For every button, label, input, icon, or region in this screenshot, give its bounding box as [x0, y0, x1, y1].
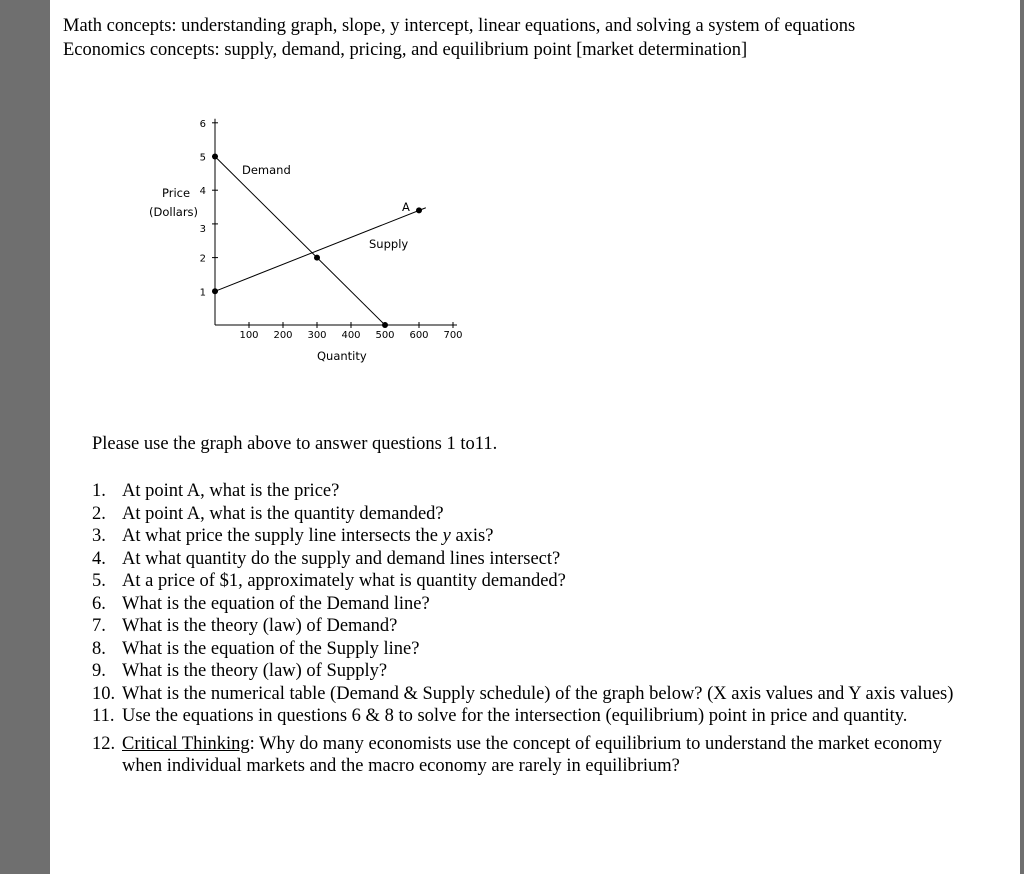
x-tick-label: 400 — [341, 330, 361, 341]
x-tick-label: 600 — [409, 330, 429, 341]
point-a-label: A — [402, 200, 410, 214]
y-tick-label: 2 — [199, 253, 206, 265]
question-number: 10. — [92, 683, 116, 704]
y-tick-label: 5 — [199, 152, 206, 164]
question-item — [92, 525, 972, 548]
instruction-text: Please use the graph above to answer questions 1 to11. — [92, 434, 498, 454]
question-item — [92, 503, 972, 526]
question-item — [92, 593, 972, 616]
question-number: 5. — [92, 571, 106, 591]
question-number: 4. — [92, 548, 106, 569]
question-number: 11. — [92, 706, 115, 726]
data-point-marker — [382, 322, 388, 328]
question-item — [92, 638, 972, 661]
question-text: Use the equations in questions 6 & 8 to solve for the intersection (equilibrium) point in price and quantity. — [122, 706, 908, 726]
question-item — [92, 480, 972, 503]
y-tick-label: 4 — [199, 186, 206, 198]
document-page — [50, 0, 1020, 874]
y-axis-label-line1: Price — [162, 186, 191, 200]
question-list — [92, 480, 972, 778]
question-number: 2. — [92, 503, 106, 524]
header — [63, 14, 855, 62]
data-point-marker — [212, 288, 218, 294]
header-economics-concepts: Economics concepts: supply, demand, pricing, and equilibrium point [market determination] — [63, 40, 748, 60]
y-tick-label: 6 — [199, 118, 206, 130]
question-text: At point A, what is the quantity demanded? — [122, 503, 444, 524]
question-text: At what quantity do the supply and demand lines intersect? — [122, 548, 561, 569]
data-point-marker — [212, 154, 218, 160]
question-item — [92, 548, 972, 571]
question-number: 1. — [92, 481, 106, 501]
demand-series-label: Demand — [242, 163, 291, 177]
header-math-concepts: Math concepts: understanding graph, slope, y intercept, linear equations, and solving a system of equations — [63, 16, 856, 36]
question-number: 6. — [92, 593, 106, 614]
question-number: 12. — [92, 733, 116, 754]
question-text: What is the theory (law) of Demand? — [122, 616, 398, 636]
question-text: : Why do many economists use the concept of equilibrium to understand the market economy when individual markets and the macro economy are rarely in equilibrium? — [122, 733, 942, 776]
question-item — [92, 705, 972, 728]
x-tick-label: 700 — [443, 330, 463, 341]
question-number: 3. — [92, 526, 106, 546]
question-number: 7. — [92, 616, 106, 636]
y-tick-label: 1 — [199, 287, 206, 299]
x-tick-label: 300 — [307, 330, 327, 341]
question-text: At what price the supply line intersects the — [122, 526, 443, 546]
question-text: What is the theory (law) of Supply? — [122, 661, 388, 681]
y-axis-label-line2: (Dollars) — [149, 205, 199, 219]
critical-thinking-label: Critical Thinking — [122, 733, 250, 754]
x-axis-label: Quantity — [317, 349, 367, 363]
question-text: At a price of $1, approximately what is quantity demanded? — [122, 571, 566, 591]
question-text: At point A, what is the price? — [122, 481, 340, 501]
question-text: What is the equation of the Demand line? — [122, 593, 430, 614]
data-point-marker — [314, 255, 320, 261]
demand-line — [215, 157, 385, 326]
question-number: 8. — [92, 638, 106, 659]
y-tick-label: 3 — [199, 223, 206, 235]
question-text: What is the numerical table (Demand & Supply schedule) of the graph below? (X axis values and Y axis values) — [122, 683, 954, 704]
question-item — [92, 570, 972, 593]
chart-axes — [215, 119, 457, 325]
supply-demand-chart — [100, 100, 463, 375]
question-text: axis? — [450, 526, 494, 546]
x-tick-label: 500 — [375, 330, 395, 341]
supply-series-label: Supply — [369, 237, 409, 251]
question-item — [92, 733, 972, 778]
question-item — [92, 660, 972, 683]
x-tick-label: 100 — [239, 330, 259, 341]
question-item — [92, 615, 972, 638]
question-text: What is the equation of the Supply line? — [122, 638, 420, 659]
question-text-italic: y — [442, 526, 451, 546]
chart-ticks — [200, 119, 463, 341]
question-item — [92, 683, 972, 706]
point-a-marker — [416, 207, 422, 213]
question-number: 9. — [92, 661, 106, 681]
x-tick-label: 200 — [273, 330, 293, 341]
